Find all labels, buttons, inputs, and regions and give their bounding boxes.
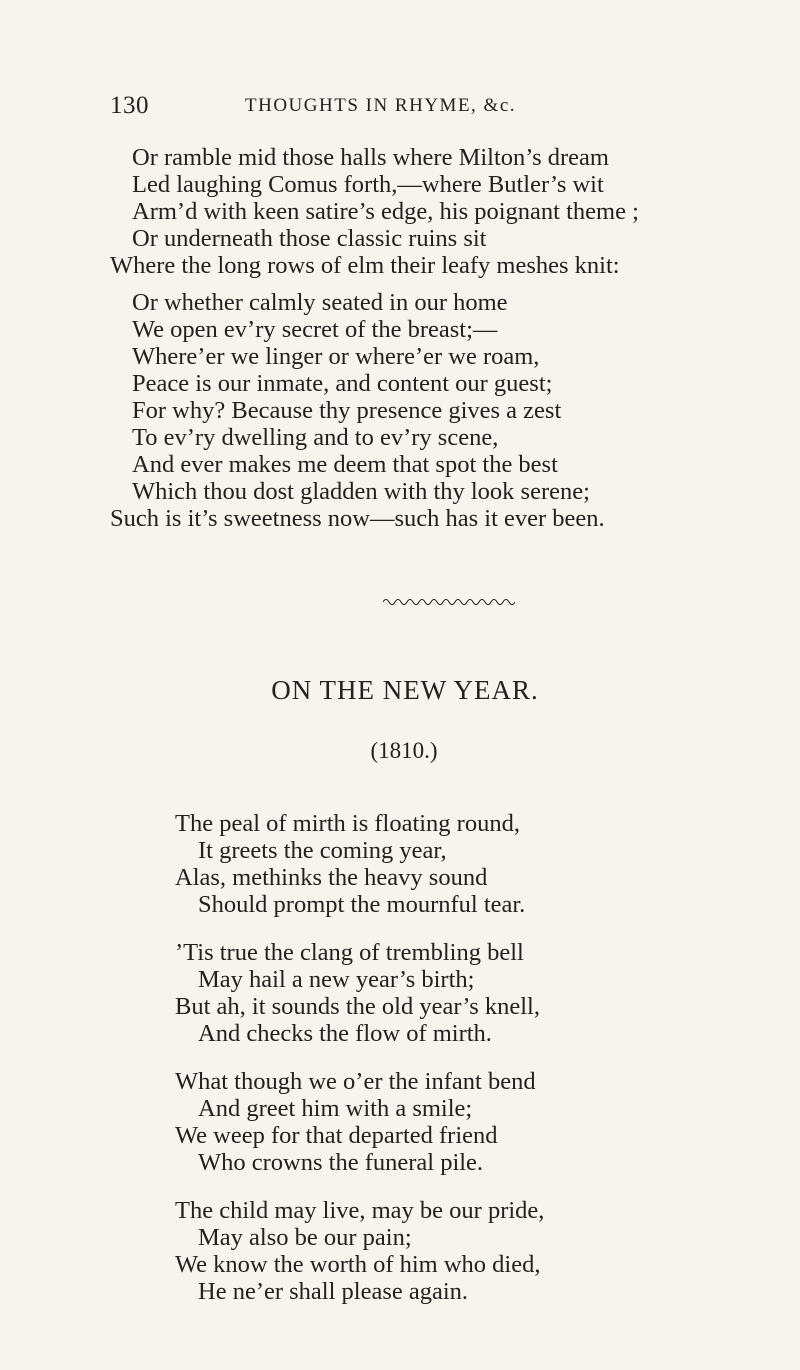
poem-line: It greets the coming year, — [198, 837, 447, 864]
poem-line: Where’er we linger or where’er we roam, — [132, 343, 540, 370]
poem-line: May also be our pain; — [198, 1224, 412, 1251]
poem-line: Or ramble mid those halls where Milton’s dream — [132, 144, 609, 171]
poem-date — [0, 738, 800, 764]
poem-line: Or whether calmly seated in our home — [132, 289, 508, 316]
poem-line: And greet him with a smile; — [198, 1095, 473, 1122]
poem-line: The child may live, may be our pride, — [175, 1197, 545, 1224]
poem-line: We weep for that departed friend — [175, 1122, 498, 1149]
poem-line: We open ev’ry secret of the breast;— — [132, 316, 498, 343]
poem-line: For why? Because thy presence gives a zest — [132, 397, 562, 424]
poem-line: Should prompt the mournful tear. — [198, 891, 526, 918]
poem-line: Such is it’s sweetness now—such has it ever been. — [110, 505, 605, 532]
poem-line: But ah, it sounds the old year’s knell, — [175, 993, 540, 1020]
poem-title-text: ON THE NEW YEAR. — [271, 675, 539, 705]
wavy-rule-ornament — [383, 596, 515, 608]
poem-line: To ev’ry dwelling and to ev’ry scene, — [132, 424, 499, 451]
page-header — [0, 92, 800, 122]
poem-line: May hail a new year’s birth; — [198, 966, 475, 993]
poem-line: The peal of mirth is floating round, — [175, 810, 520, 837]
poem-line: What though we o’er the infant bend — [175, 1068, 536, 1095]
page-number: 130 — [110, 92, 149, 119]
poem-line: Or underneath those classic ruins sit — [132, 225, 487, 252]
poem-line: Where the long rows of elm their leafy meshes knit: — [110, 252, 620, 279]
poem-line: Led laughing Comus forth,—where Butler’s wit — [132, 171, 604, 198]
poem-line: And checks the flow of mirth. — [198, 1020, 492, 1047]
poem-line: And ever makes me deem that spot the best — [132, 451, 558, 478]
poem-year-text: (1810.) — [370, 738, 438, 763]
running-title: THOUGHTS IN RHYME, &c. — [245, 95, 517, 116]
poem-line: He ne’er shall please again. — [198, 1278, 469, 1305]
poem-line: ’Tis true the clang of trembling bell — [175, 939, 524, 966]
poem-line: Arm’d with keen satire’s edge, his poignant theme ; — [132, 198, 639, 225]
poem-title — [0, 675, 800, 706]
poem-line: We know the worth of him who died, — [175, 1251, 541, 1278]
poem-line: Who crowns the funeral pile. — [198, 1149, 484, 1176]
poem-line: Alas, methinks the heavy sound — [175, 864, 488, 891]
poem-line: Peace is our inmate, and content our guest; — [132, 370, 553, 397]
poem-line: Which thou dost gladden with thy look serene; — [132, 478, 590, 505]
